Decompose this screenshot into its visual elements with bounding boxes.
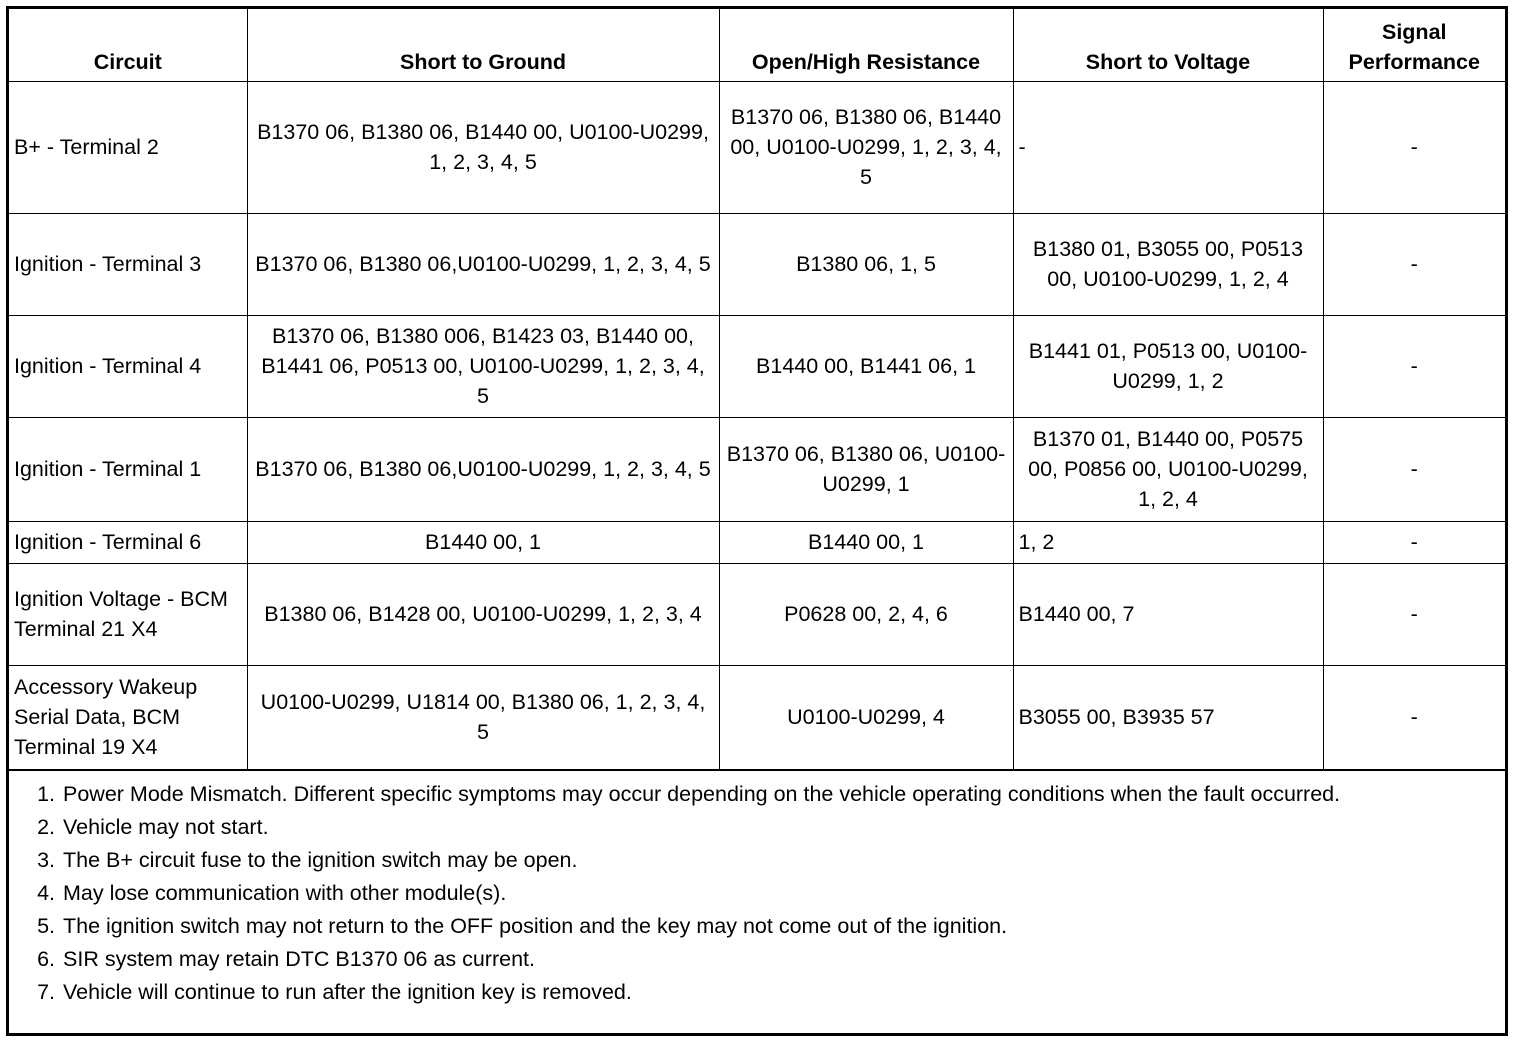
footnote-text: Vehicle may not start. [63, 814, 269, 839]
open-high-resistance-cell: P0628 00, 2, 4, 6 [719, 563, 1013, 665]
signal-performance-cell: - [1323, 81, 1505, 213]
circuit-cell: Ignition - Terminal 4 [9, 315, 247, 417]
table-row [9, 665, 1505, 769]
footnote-number: 4. [37, 880, 55, 905]
footnote-text: SIR system may retain DTC B1370 06 as current. [63, 946, 535, 971]
signal-performance-cell: - [1323, 563, 1505, 665]
signal-performance-cell: - [1323, 521, 1505, 563]
table-row [9, 213, 1505, 315]
header-circuit: Circuit [9, 9, 247, 81]
fault-table-frame [6, 6, 1508, 1036]
footnote-number: 1. [37, 781, 55, 806]
footnotes [9, 770, 1505, 1007]
signal-performance-cell: - [1323, 213, 1505, 315]
circuit-cell: Accessory Wakeup Serial Data, BCM Terminal 19 X4 [9, 665, 247, 769]
short-to-ground-cell: B1370 06, B1380 06,U0100-U0299, 1, 2, 3, 4, 5 [247, 213, 719, 315]
table-row [9, 315, 1505, 417]
footnote-item [9, 779, 1505, 809]
footnote-text: Vehicle will continue to run after the ignition key is removed. [63, 979, 632, 1004]
table-row [9, 521, 1505, 563]
open-high-resistance-cell: B1440 00, B1441 06, 1 [719, 315, 1013, 417]
short-to-voltage-cell: B1370 01, B1440 00, P0575 00, P0856 00, U0100-U0299, 1, 2, 4 [1013, 417, 1323, 521]
header-short-to-voltage: Short to Voltage [1013, 9, 1323, 81]
short-to-voltage-cell: B1441 01, P0513 00, U0100-U0299, 1, 2 [1013, 315, 1323, 417]
header-row [9, 9, 1505, 81]
short-to-ground-cell: U0100-U0299, U1814 00, B1380 06, 1, 2, 3, 4, 5 [247, 665, 719, 769]
circuit-cell: Ignition Voltage - BCM Terminal 21 X4 [9, 563, 247, 665]
footnote-item [9, 944, 1505, 974]
footnote-text: The ignition switch may not return to the OFF position and the key may not come out of the ignition. [63, 913, 1008, 938]
footnote-item [9, 911, 1505, 941]
short-to-voltage-cell: B1380 01, B3055 00, P0513 00, U0100-U0299, 1, 2, 4 [1013, 213, 1323, 315]
header-open-high-resistance: Open/High Resistance [719, 9, 1013, 81]
circuit-cell: Ignition - Terminal 6 [9, 521, 247, 563]
short-to-voltage-cell: B1440 00, 7 [1013, 563, 1323, 665]
footnote-item [9, 878, 1505, 908]
short-to-ground-cell: B1370 06, B1380 06, B1440 00, U0100-U0299, 1, 2, 3, 4, 5 [247, 81, 719, 213]
short-to-voltage-cell: 1, 2 [1013, 521, 1323, 563]
footnote-text: May lose communication with other module(s). [63, 880, 507, 905]
footnote-item [9, 977, 1505, 1007]
open-high-resistance-cell: B1380 06, 1, 5 [719, 213, 1013, 315]
open-high-resistance-cell: B1370 06, B1380 06, U0100-U0299, 1 [719, 417, 1013, 521]
signal-performance-cell: - [1323, 417, 1505, 521]
circuit-cell: Ignition - Terminal 3 [9, 213, 247, 315]
short-to-ground-cell: B1380 06, B1428 00, U0100-U0299, 1, 2, 3, 4 [247, 563, 719, 665]
open-high-resistance-cell: B1440 00, 1 [719, 521, 1013, 563]
footnote-number: 7. [37, 979, 55, 1004]
circuit-cell: B+ - Terminal 2 [9, 81, 247, 213]
footnote-number: 2. [37, 814, 55, 839]
footnote-text: Power Mode Mismatch. Different specific symptoms may occur depending on the vehicle operating conditions when the fault occurred. [63, 781, 1341, 806]
short-to-ground-cell: B1370 06, B1380 006, B1423 03, B1440 00, B1441 06, P0513 00, U0100-U0299, 1, 2, 3, 4, 5 [247, 315, 719, 417]
footnote-number: 3. [37, 847, 55, 872]
footnote-item [9, 812, 1505, 842]
header-short-to-ground: Short to Ground [247, 9, 719, 81]
short-to-voltage-cell: - [1013, 81, 1323, 213]
circuit-fault-table [9, 9, 1505, 770]
short-to-ground-cell: B1440 00, 1 [247, 521, 719, 563]
footnote-item [9, 845, 1505, 875]
header-signal-performance: Signal Performance [1323, 9, 1505, 81]
footnote-number: 6. [37, 946, 55, 971]
signal-performance-cell: - [1323, 315, 1505, 417]
open-high-resistance-cell: B1370 06, B1380 06, B1440 00, U0100-U0299, 1, 2, 3, 4, 5 [719, 81, 1013, 213]
short-to-ground-cell: B1370 06, B1380 06,U0100-U0299, 1, 2, 3, 4, 5 [247, 417, 719, 521]
short-to-voltage-cell: B3055 00, B3935 57 [1013, 665, 1323, 769]
table-row [9, 563, 1505, 665]
table-row [9, 417, 1505, 521]
circuit-cell: Ignition - Terminal 1 [9, 417, 247, 521]
footnote-text: The B+ circuit fuse to the ignition switch may be open. [63, 847, 578, 872]
open-high-resistance-cell: U0100-U0299, 4 [719, 665, 1013, 769]
signal-performance-cell: - [1323, 665, 1505, 769]
table-row [9, 81, 1505, 213]
footnote-number: 5. [37, 913, 55, 938]
